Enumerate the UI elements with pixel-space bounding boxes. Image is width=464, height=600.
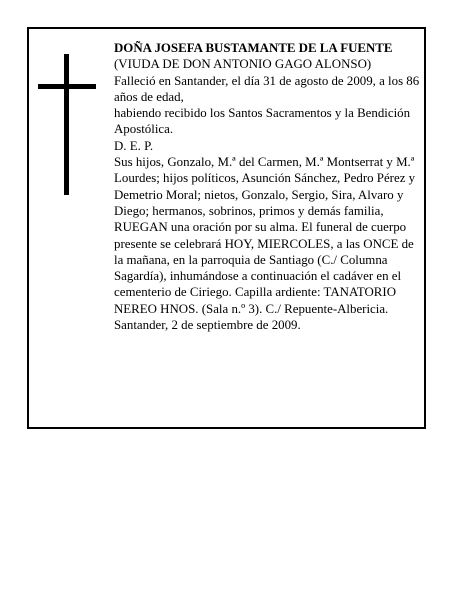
- deceased-name: DOÑA JOSEFA BUSTAMANTE DE LA FUENTE: [114, 41, 393, 55]
- widow-of-line: (VIUDA DE DON ANTONIO GAGO ALONSO): [114, 57, 372, 72]
- family-paragraph: Sus hijos, Gonzalo, M.ª del Carmen, M.ª Montserrat y M.ª Lourdes; hijos políticos, Asunción Sánchez, Pedro Pérez y Demetrio Moral; nietos, Gonzalo, Sergio, Sira, Alvaro y Diego; hermanos, sobrinos, primos y demás familia,: [114, 155, 416, 218]
- funeral-paragraph: RUEGAN una oración por su alma. El funeral de cuerpo presente se celebrará HOY, MIERCOLES, a las ONCE de la mañana, en la parroquia de Santiago (C./ Columna Sagardía), inhumándose a continuación el cadáver en el cementerio de Ciriego. Capilla ardiente: TANATORIO NEREO HNOS. (Sala n.º 3). C./ Repuente-Albericia.: [114, 220, 414, 316]
- cross-horizontal-bar: [38, 84, 96, 89]
- dep-line: D. E. P.: [114, 138, 154, 153]
- cross-vertical-bar: [64, 54, 69, 195]
- obituary-text: [114, 40, 424, 333]
- sacraments-statement: habiendo recibido los Santos Sacramentos y la Bendición Apostólica.: [114, 106, 411, 137]
- death-statement: Falleció en Santander, el día 31 de agosto de 2009, a los 86 años de edad,: [114, 73, 420, 104]
- place-date-line: Santander, 2 de septiembre de 2009.: [114, 318, 301, 333]
